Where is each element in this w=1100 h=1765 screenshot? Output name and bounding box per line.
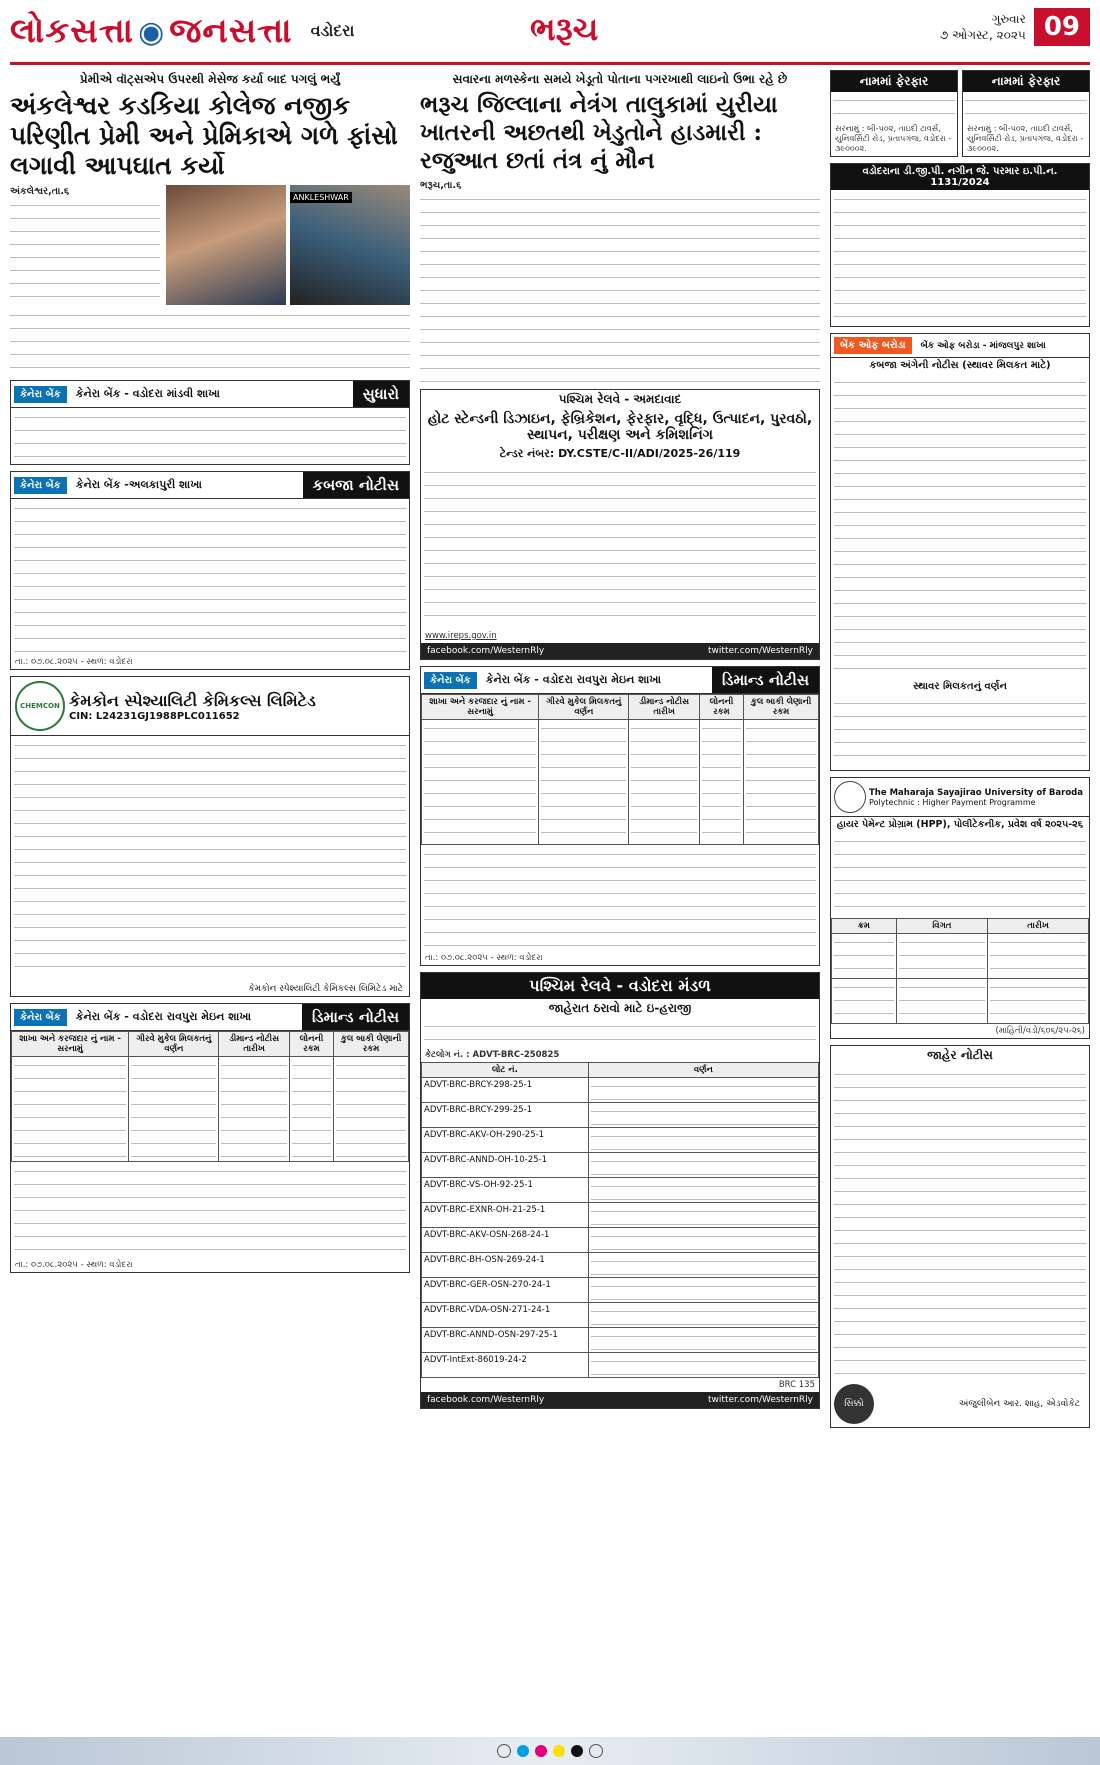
story-ankleshwar: [10, 70, 410, 374]
story-body: [10, 199, 160, 309]
notice-address: સરનામું : બી-૫૦૨, તાઇદી ટાવર્સ, યુનિવર્સિટી રોડ, પ્રતાપગંજ, વડોદરા - ૩૯૦૦૦૨.: [835, 124, 952, 153]
notice-body: [834, 376, 1086, 676]
print-registration-bar: [0, 1737, 1100, 1765]
table-row: [12, 1057, 409, 1162]
university-emblem-icon: [834, 781, 866, 813]
table-row: [422, 720, 819, 845]
story-photos: [166, 185, 410, 309]
tender-number: ટેન્ડર નંબર: DY.CSTE/C-II/ADI/2025-26/119: [499, 447, 741, 460]
social-bar: [421, 643, 819, 659]
tender-body: [424, 466, 816, 626]
notice-body: [965, 94, 1087, 120]
notice-branch: કેનેરા બેંક - વડોદરા માંડવી શાખા: [75, 387, 220, 400]
black-dot-icon: [571, 1745, 583, 1757]
chemcon-notice: [10, 676, 410, 997]
canara-bank-logo: કેનેરા બેંક: [424, 672, 477, 689]
story-headline: ભરૂચ જિલ્લાના નેત્રંગ તાલુકામાં યુરીયા ખાતરની અછતથી ખેડુતોને હાડમારી : રજુઆત છતાં તંત્ર નું મૌન: [420, 91, 778, 174]
canara-bank-logo: કેનેરા બેંક: [14, 1009, 67, 1026]
column-right: [830, 70, 1090, 1730]
tender-title: હોટ સ્ટેન્ડની ડિઝાઇન, ફેબ્રિકેશન, ફેરફાર, વૃદ્ધિ, ઉત્પાદન, પુરવઠો, સ્થાપન, પરીક્ષણ અને કમિશનિંગ: [427, 411, 813, 443]
page-number: 09: [1034, 8, 1090, 46]
story-dateline: ભરૂચ,તા.૬: [420, 180, 462, 191]
canara-possession-notice: [10, 471, 410, 670]
col-loan: લોનની રકમ: [289, 1032, 334, 1057]
seal-stamp: સિક્કો: [834, 1384, 874, 1424]
notice-title: કબજા અંગેની નોટીસ (સ્થાવર મિલકત માટે): [869, 360, 1051, 371]
story-urea: [420, 70, 820, 383]
section-title: ભરૂચ: [530, 10, 599, 48]
col-property: ગીરવે મુકેલ મિલકતનું વર્ણન: [539, 695, 629, 720]
canara-bank-logo: કેનેરા બેંક: [14, 386, 67, 403]
registration-mark-icon: [497, 1744, 511, 1758]
col-borrower: શાખા અને કરજદાર નું નામ - સરનામું: [12, 1032, 129, 1057]
university-sub: Polytechnic : Higher Payment Programme: [869, 797, 1036, 807]
notice-footer: તા.: ૦૭.૦૮.૨૦૨૫ - સ્થળ: વડોદરા: [15, 1260, 133, 1270]
notice-title: સુધારો: [353, 381, 409, 407]
canara-correction-notice: [10, 380, 410, 465]
notice-branch: કેનેરા બેંક - વડોદરા રાવપુરા મેઇન શાખા: [485, 673, 662, 686]
bob-possession-notice: [830, 333, 1090, 771]
logo-pin-icon: ◉: [138, 15, 166, 50]
court-title: વડોદરાના ડી.જી.પી. નગીન જે. પરમાર ઇ.પી.ન. 1131/2024: [831, 164, 1089, 190]
notice-footer: (માહિતી/વડો/૬૦૬/૨૫-૨૬): [995, 1026, 1085, 1036]
notice-footer: તા.: ૦૭.૦૮.૨૦૨૫ - સ્થળ: વડોદરા: [425, 953, 543, 963]
table-row: ADVT-BRC-ANND-OH-10-25-1: [422, 1153, 819, 1178]
table-row: [832, 979, 1089, 1024]
name-change-notice-2: [962, 70, 1090, 157]
court-notice: [830, 163, 1090, 327]
notice-body: [14, 502, 406, 652]
col-borrower: શાખા અને કરજદાર નું નામ - સરનામું: [422, 695, 539, 720]
col-date: તારીખ: [988, 919, 1089, 934]
company-cin: CIN: L24231GJ1988PLC011652: [69, 710, 240, 722]
notice-body: [14, 411, 406, 461]
facebook-link[interactable]: facebook.com/WesternRly: [427, 1395, 545, 1405]
col-due: કુલ બાકી લેણાની રકમ: [744, 695, 819, 720]
auction-sub: જાહેરાત ઠરાવો માટે ઇ-હરાજી: [548, 1001, 692, 1015]
logo-loksatta: લોકસત્તા: [10, 11, 135, 51]
table-row: ADVT-BRC-BRCY-298-25-1: [422, 1078, 819, 1103]
canara-demand-notice-middle: [420, 666, 820, 966]
lot-table: [421, 1062, 819, 1378]
notice-title: જાહેર નોટીસ: [927, 1048, 993, 1062]
col-description: વર્ણન: [588, 1063, 818, 1078]
demand-table: [421, 694, 819, 845]
table-row: [832, 934, 1089, 979]
col-loan: લોનની રકમ: [699, 695, 744, 720]
col-property: ગીરવે મુકેલ મિલકતનું વર્ણન: [129, 1032, 219, 1057]
notice-body: [834, 193, 1086, 323]
facebook-link[interactable]: facebook.com/WesternRly: [427, 646, 545, 656]
notice-body: [833, 94, 955, 120]
col-number: ક્રમ: [832, 919, 897, 934]
date-box: [940, 8, 1090, 46]
table-row: ADVT-BRC-GER-OSN-270-24-1: [422, 1278, 819, 1303]
canara-bank-logo: કેનેરા બેંક: [14, 477, 67, 494]
yellow-dot-icon: [553, 1745, 565, 1757]
registration-mark-icon: [589, 1744, 603, 1758]
notice-title: નામમાં ફેરફાર: [831, 71, 957, 92]
notice-branch: બેંક ઓફ બરોડા - માંજલપુર શાખા: [920, 340, 1046, 351]
photo-man: [290, 185, 410, 305]
railway-vadodara-auction: [420, 972, 820, 1409]
notice-body: [834, 835, 1086, 915]
col-date: ડીમાન્ડ નોટીસ તારીખ: [629, 695, 699, 720]
auction-catalogue: કેટલોગ નં. : ADVT-BRC-250825: [425, 1050, 560, 1060]
col-lot: લોટ નં.: [422, 1063, 589, 1078]
notice-branch: કેનેરા બેંક - વડોદરા રાવપુરા મેઇન શાખા: [75, 1010, 252, 1023]
railway-org: પશ્ચિમ રેલવે - અમદાવાદ: [558, 392, 682, 406]
column-middle: [420, 70, 820, 1730]
chemcon-logo: CHEMCON: [15, 681, 65, 731]
public-notice: [830, 1045, 1090, 1428]
photo-woman: [166, 185, 286, 305]
company-name: કેમકોન સ્પેશ્યાલિટી કેમિકલ્સ લિમિટેડ: [69, 690, 316, 710]
auction-intro: [424, 1020, 816, 1046]
col-due: કુલ બાકી લેણાની રકમ: [334, 1032, 409, 1057]
magenta-dot-icon: [535, 1745, 547, 1757]
col-date: ડીમાન્ડ નોટીસ તારીખ: [219, 1032, 289, 1057]
table-row: ADVT-BRC-BRCY-299-25-1: [422, 1103, 819, 1128]
table-row: ADVT-BRC-EXNR-OH-21-25-1: [422, 1203, 819, 1228]
notice-body: [14, 739, 406, 979]
bob-logo: બેંક ઓફ બરોડા: [834, 337, 912, 354]
notice-body: [834, 1068, 1086, 1378]
content-grid: [10, 70, 1090, 1730]
notice-footer: તા.: ૦૭.૦૮.૨૦૨૫ - સ્થળ: વડોદરા: [15, 657, 133, 667]
story-body-continued: [10, 309, 410, 374]
masthead: [10, 0, 1090, 65]
newspaper-logo: [10, 11, 293, 51]
notice-title: ડિમાન્ડ નોટીસ: [712, 667, 819, 693]
admission-title: હાયર પેમેન્ટ પ્રોગ્રામ (HPP), પોલીટેકનીક, પ્રવેશ વર્ષ ૨૦૨૫-૨૬: [836, 819, 1084, 830]
table-row: ADVT-BRC-AKV-OSN-268-24-1: [422, 1228, 819, 1253]
notice-title: નામમાં ફેરફાર: [963, 71, 1089, 92]
story-kicker: પ્રેમીએ વૉટ્સએપ ઉપરથી મેસેજ કર્યા બાદ પગલું ભર્યું: [79, 72, 341, 86]
column-left: [10, 70, 410, 1730]
table-row: ADVT-BRC-ANND-OSN-297-25-1: [422, 1328, 819, 1353]
table-row: ADVT-IntExt-86019-24-2: [422, 1353, 819, 1378]
table-row: ADVT-BRC-VDA-OSN-271-24-1: [422, 1303, 819, 1328]
edition-name: વડોદરા: [310, 21, 355, 40]
notice-signature: કેમકોન સ્પેશ્યાલિટી કેમિકલ્સ લિમિટેડ માટે: [248, 984, 403, 994]
name-change-notice-1: [830, 70, 958, 157]
notice-title: કબજા નોટીસ: [303, 472, 410, 498]
table-row: ADVT-BRC-AKV-OH-290-25-1: [422, 1128, 819, 1153]
notice-address: સરનામું : બી-૫૦૨, તાઇદી ટાવર્સ, યુનિવર્સિટી રોડ, પ્રતાપગંજ, વડોદરા - ૩૯૦૦૦૨.: [967, 124, 1084, 153]
table-row: ADVT-BRC-BH-OSN-269-24-1: [422, 1253, 819, 1278]
logo-jansatta: જનસત્તા: [169, 11, 293, 51]
schedule-table: [831, 918, 1089, 1024]
day-label: ગુરુવાર: [991, 12, 1026, 26]
notice-signature: અંજુલીબેન આર. શાહ, એડવોકેટ: [958, 1399, 1080, 1409]
social-bar: [421, 1392, 819, 1408]
story-dateline: અંકલેશ્વર,તા.૬: [10, 186, 70, 197]
property-description: [834, 697, 1086, 767]
property-heading: સ્થાવર મિલકતનું વર્ણન: [913, 681, 1007, 692]
notice-title: ડિમાન્ડ નોટીસ: [302, 1004, 409, 1030]
story-body: [420, 193, 820, 383]
demand-table: [11, 1031, 409, 1162]
tender-website[interactable]: www.ireps.gov.in: [425, 631, 497, 641]
msu-polytechnic-notice: [830, 777, 1090, 1039]
railway-org: પશ્ચિમ રેલવે - વડોદરા મંડળ: [421, 973, 819, 999]
table-row: ADVT-BRC-VS-OH-92-25-1: [422, 1178, 819, 1203]
university-name: The Maharaja Sayajirao University of Baroda: [869, 787, 1083, 798]
canara-demand-notice-left: [10, 1003, 410, 1273]
notice-body: [14, 1165, 406, 1255]
story-headline: અંકલેશ્વર કડકિયા કોલેજ નજીક પરિણીત પ્રેમી અને પ્રેમિકાએ ગળે ફાંસો લગાવી આપઘાત કર્યો: [10, 91, 398, 180]
photo-caption: ANKLESHWAR: [290, 192, 352, 203]
twitter-link[interactable]: twitter.com/WesternRly: [708, 646, 813, 656]
auction-code: BRC 135: [778, 1380, 815, 1390]
notice-body: [424, 848, 816, 948]
story-kicker: સવારના મળસ્કેના સમયે ખેડૂતો પોતાના પગરખાથી લાઇનો ઉભા રહે છે: [452, 72, 788, 86]
date-label: ૭ ઓગસ્ટ, ૨૦૨૫: [939, 28, 1026, 42]
cyan-dot-icon: [517, 1745, 529, 1757]
col-detail: વિગત: [896, 919, 987, 934]
twitter-link[interactable]: twitter.com/WesternRly: [708, 1395, 813, 1405]
notice-branch: કેનેરા બેંક -અલકાપુરી શાખા: [75, 478, 202, 491]
railway-tender-notice: [420, 389, 820, 660]
